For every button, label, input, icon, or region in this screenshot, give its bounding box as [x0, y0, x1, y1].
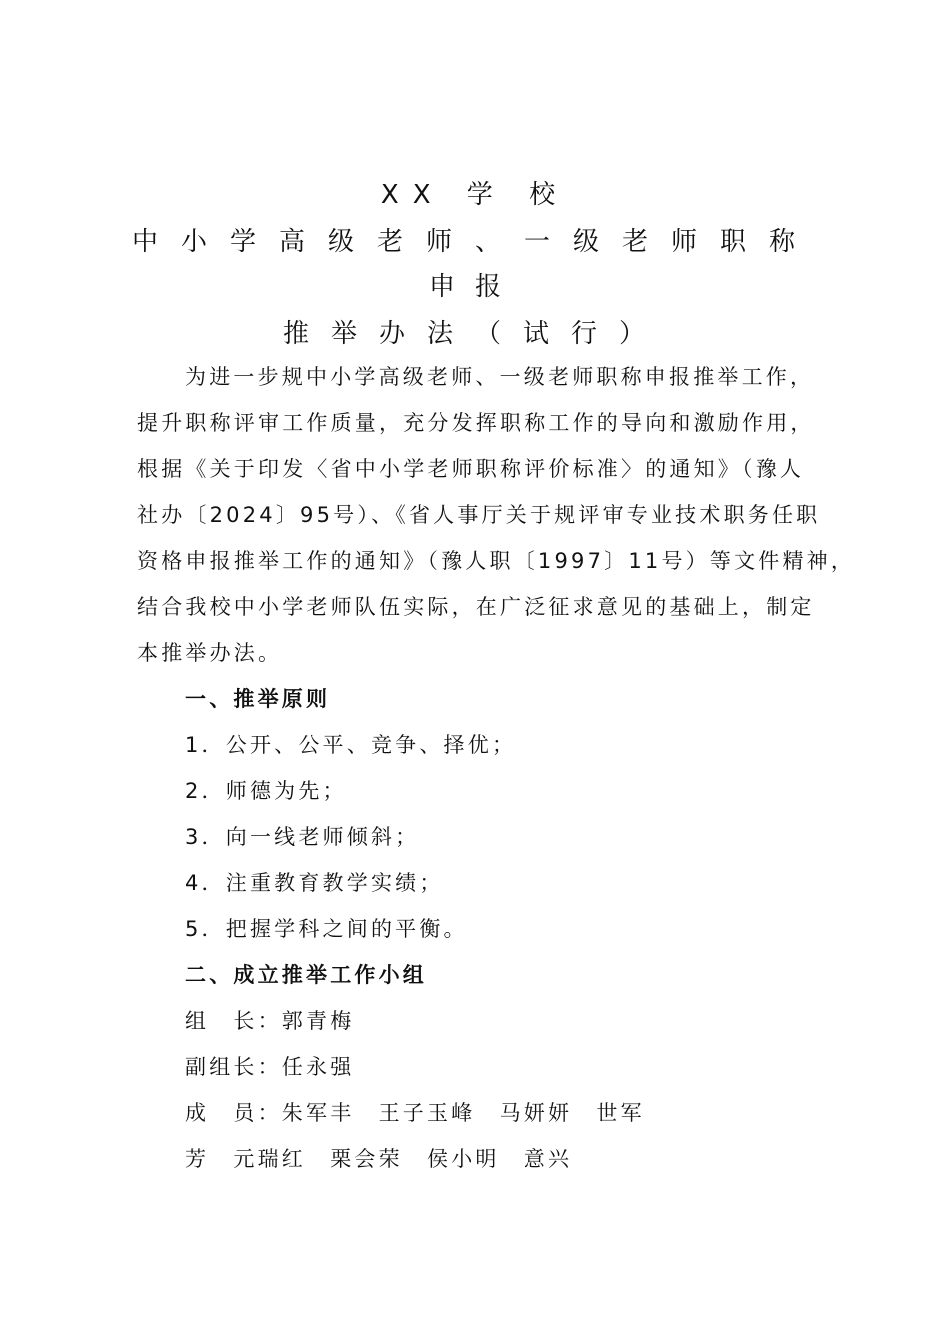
principle-item-2: 2．师德为先； [185, 779, 347, 803]
intro-line-4: 社办〔2024〕95号）、《省人事厅关于规评审专业技术职务任职 [137, 503, 821, 527]
group-members-line-2: 芳 元瑞红 栗会荣 侯小明 意兴 [185, 1147, 573, 1171]
group-vice-leader: 副组长：任永强 [185, 1055, 355, 1079]
document-body [137, 354, 857, 1182]
intro-line-7: 本推举办法。 [137, 641, 283, 665]
principle-item-1: 1．公开、公平、竞争、择优； [185, 733, 517, 757]
title-line-3: 申报 [428, 272, 521, 302]
title-line-2: 中小学高级老师、一级老师职称 [131, 227, 818, 257]
principle-item-4: 4．注重教育教学实绩； [185, 871, 444, 895]
intro-line-6: 结合我校中小学老师队伍实际，在广泛征求意见的基础上，制定 [137, 595, 815, 619]
title-line-4: 推举办法（试行） [282, 319, 667, 349]
section-1-heading: 一、推举原则 [185, 687, 331, 711]
group-members-line-1: 成 员：朱军丰 王子玉峰 马妍妍 世军 [185, 1101, 645, 1125]
section-2-heading: 二、成立推举工作小组 [185, 963, 427, 987]
intro-line-1: 为进一步规中小学高级老师、一级老师职称申报推举工作， [185, 365, 815, 389]
principle-item-5: 5．把握学科之间的平衡。 [185, 917, 468, 941]
title-school: XX 学 校 [380, 180, 570, 210]
group-leader: 组 长：郭青梅 [185, 1009, 355, 1033]
principle-item-3: 3．向一线老师倾斜； [185, 825, 420, 849]
intro-line-5: 资格申报推举工作的通知》（豫人职〔1997〕11号）等文件精神， [137, 549, 856, 573]
intro-line-3: 根据《关于印发〈省中小学老师职称评价标准〉的通知》（豫人 [137, 457, 805, 481]
intro-line-2: 提升职称评审工作质量，充分发挥职称工作的导向和激励作用， [137, 411, 815, 435]
